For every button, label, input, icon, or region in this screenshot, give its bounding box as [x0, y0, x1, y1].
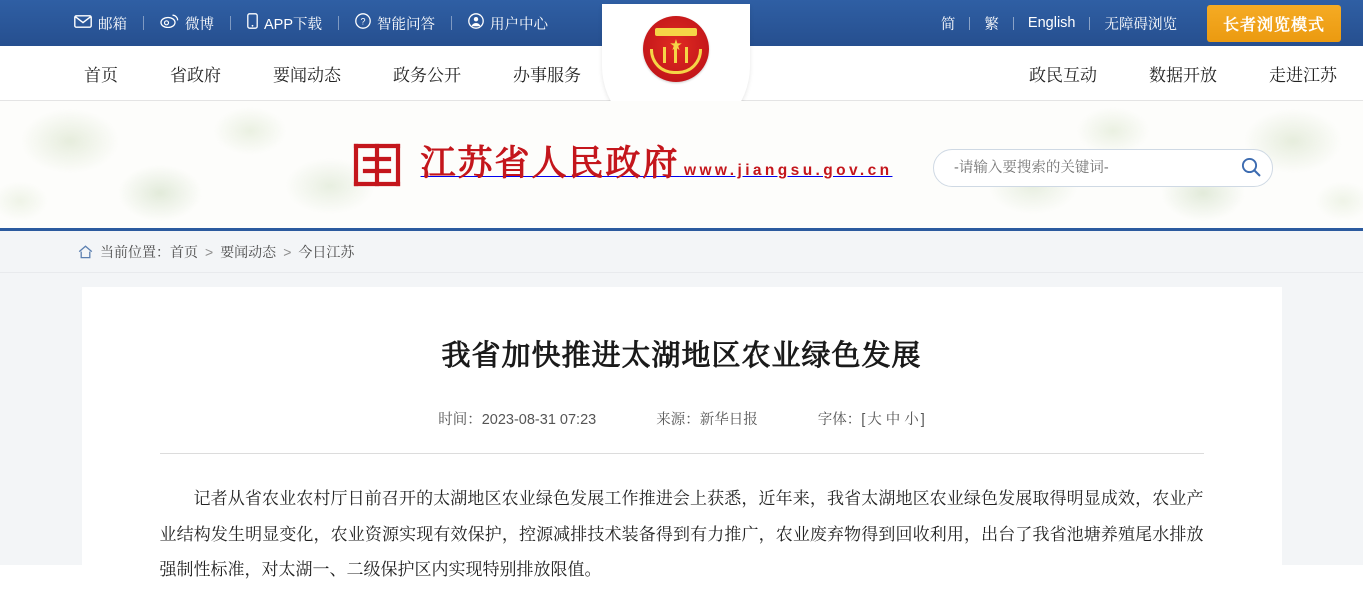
breadcrumb-item-today-jiangsu[interactable]: 今日江苏	[298, 243, 355, 260]
svg-text:?: ?	[360, 16, 366, 27]
search-button[interactable]	[1236, 153, 1266, 183]
nav-item-provincial-government[interactable]: 省政府	[170, 65, 221, 85]
article-meta	[160, 408, 1204, 454]
font-size-medium[interactable]: 中	[885, 412, 901, 428]
breadcrumb-separator: >	[283, 243, 292, 260]
emblem-gate-icon	[663, 47, 689, 63]
nav-item-interaction[interactable]: 政民互动	[1029, 65, 1097, 85]
nav-right-group	[943, 61, 1363, 86]
site-title: 江苏省人民政府	[420, 144, 680, 184]
topbar-item-app-download-label: APP下载	[264, 16, 323, 33]
elder-mode-button[interactable]: 长者浏览模式	[1207, 5, 1341, 42]
font-size-switcher	[818, 408, 925, 429]
site-logo[interactable]	[351, 139, 893, 191]
topbar-item-mail[interactable]	[58, 13, 143, 34]
topbar-item-weibo-label: 微博	[185, 16, 214, 33]
article-source	[656, 408, 758, 429]
phone-icon	[247, 13, 258, 33]
font-size-small[interactable]: 小	[904, 412, 919, 428]
font-size-label: 字体：	[817, 412, 862, 428]
lang-simplified-link[interactable]: 简	[940, 16, 956, 33]
breadcrumb-prefix: 当前位置：	[100, 243, 170, 260]
lang-traditional-link[interactable]: 繁	[984, 16, 999, 33]
search-box[interactable]	[933, 149, 1273, 187]
nav-item-open-data[interactable]: 数据开放	[1149, 65, 1217, 85]
nav-item-government-affairs[interactable]: 政务公开	[393, 65, 461, 85]
nav-item-home[interactable]: 首页	[84, 65, 118, 85]
jiangsu-seal-icon	[351, 139, 403, 191]
weibo-icon	[160, 14, 179, 32]
site-url: www.jiangsu.gov.cn	[684, 162, 893, 179]
breadcrumb-item-news[interactable]: 要闻动态	[220, 243, 277, 260]
bracket-left: [	[861, 412, 866, 428]
breadcrumb-separator: >	[205, 243, 214, 260]
accessibility-link[interactable]: 无障碍浏览	[1104, 16, 1177, 33]
top-utility-left-group	[58, 13, 564, 34]
emblem-circle	[643, 16, 709, 82]
search-icon	[1240, 156, 1262, 181]
article-card	[82, 287, 1282, 589]
lang-english-link[interactable]: English	[1027, 15, 1076, 31]
publish-time-label: 时间：	[438, 412, 482, 428]
top-utility-right-group	[927, 5, 1341, 42]
article-source-label: 来源：	[656, 412, 700, 428]
topbar-item-user-center-label: 用户中心	[490, 16, 549, 33]
article-paragraph: 记者从省农业农村厅日前召开的太湖地区农业绿色发展工作推进会上获悉，近年来，我省太湖地区农业绿色发展取得明显成效，农业产业结构发生明显变化，农业资源实现有效保护，控源减排技术装备得到有力推广，农业废弃物得到回收利用，出台了我省池塘养殖尾水排放强制性标准，对太湖一、二级保护区内实现特别排放限值。	[159, 489, 1204, 581]
nav-item-about-jiangsu[interactable]: 走进江苏	[1269, 65, 1337, 85]
topbar-item-user-center[interactable]	[452, 13, 564, 34]
site-logo-text	[420, 144, 893, 184]
publish-time	[438, 408, 596, 429]
main-navigation	[0, 37, 1363, 101]
banner-content	[0, 101, 1363, 228]
mail-icon	[74, 15, 92, 32]
user-icon	[468, 13, 484, 33]
page-body	[0, 273, 1363, 581]
home-icon	[78, 245, 93, 259]
breadcrumb-item-home[interactable]: 首页	[170, 243, 198, 260]
topbar-item-mail-label: 邮箱	[98, 16, 127, 33]
nav-left-group	[0, 61, 607, 86]
topbar-item-app-download[interactable]	[231, 13, 338, 34]
font-size-large[interactable]: 大	[867, 412, 882, 428]
bracket-right: ]	[920, 412, 925, 428]
article-source-value: 新华日报	[699, 412, 758, 428]
topbar-item-weibo[interactable]	[144, 13, 230, 34]
publish-time-value: 2023-08-31 07:23	[481, 412, 597, 428]
topbar-item-smart-qa[interactable]	[339, 13, 451, 34]
question-icon	[355, 13, 371, 33]
page-title: 我省加快推进太湖地区农业绿色发展	[441, 338, 922, 372]
nav-item-services[interactable]: 办事服务	[513, 65, 581, 85]
breadcrumb	[0, 231, 1363, 273]
site-banner	[0, 101, 1363, 231]
nav-item-news[interactable]: 要闻动态	[273, 65, 341, 85]
search-input[interactable]	[952, 159, 1236, 177]
topbar-item-smart-qa-label: 智能问答	[377, 16, 436, 33]
emblem-star-icon: ★	[669, 37, 683, 54]
